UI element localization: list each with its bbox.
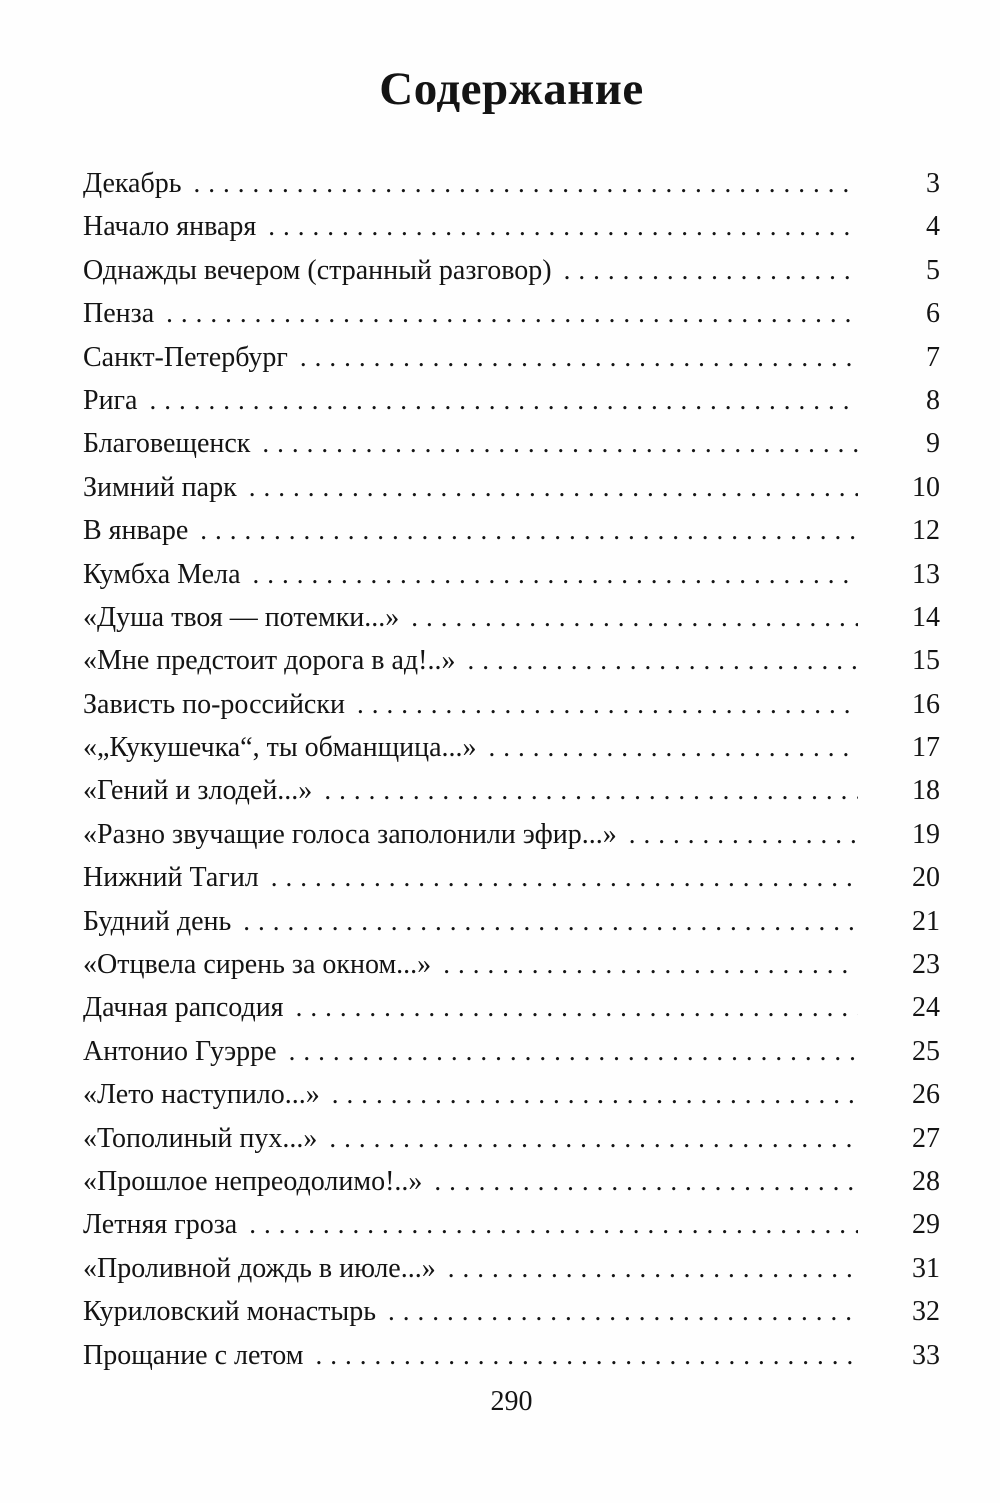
toc-entry-title: В январе (83, 515, 189, 547)
toc-entry-page: 7 (926, 341, 940, 373)
toc-entry (83, 1160, 940, 1203)
toc-entry-title: Однажды вечером (странный разговор) (83, 254, 552, 286)
dot-leader (434, 1160, 858, 1203)
toc-entry-title: Благовещенск (83, 428, 251, 460)
toc-entry (83, 422, 940, 465)
toc-list (83, 162, 940, 1377)
toc-entry-page: 23 (912, 949, 940, 981)
toc-entry-page: 29 (912, 1209, 940, 1241)
page-number-footer: 290 (490, 1386, 533, 1417)
dot-leader (296, 986, 858, 1029)
toc-entry-title: Кумбха Мела (83, 558, 241, 590)
dot-leader (200, 509, 858, 552)
dot-leader (262, 422, 858, 465)
toc-entry (83, 943, 940, 986)
dot-leader (489, 726, 858, 769)
toc-entry-page: 28 (912, 1165, 940, 1197)
dot-leader (249, 1203, 858, 1246)
toc-entry-title: Летняя гроза (83, 1209, 238, 1241)
toc-entry-title: Нижний Тагил (83, 862, 259, 894)
toc-entry-title: «„Кукушечка“, ты обманщица...» (83, 732, 477, 764)
toc-entry-page: 13 (912, 558, 940, 590)
toc-entry-title: «Разно звучащие голоса заполонили эфир...» (83, 818, 617, 850)
dot-leader (268, 205, 858, 248)
toc-entry (83, 162, 940, 205)
toc-entry (83, 726, 940, 769)
toc-entry (83, 205, 940, 248)
dot-leader (149, 379, 858, 422)
toc-entry-title: Рига (83, 384, 138, 416)
dot-leader (300, 336, 858, 379)
toc-entry (83, 900, 940, 943)
dot-leader (253, 553, 858, 596)
toc-entry-page: 24 (912, 992, 940, 1024)
dot-leader (357, 683, 858, 726)
toc-entry-page: 4 (926, 211, 940, 243)
toc-entry-title: «Проливной дождь в июле...» (83, 1252, 436, 1284)
dot-leader (271, 856, 858, 899)
dot-leader (564, 249, 858, 292)
toc-entry (83, 1073, 940, 1116)
toc-entry-title: «Мне предстоит дорога в ад!..» (83, 645, 456, 677)
toc-entry-title: «Гений и злодей...» (83, 775, 313, 807)
toc-entry (83, 336, 940, 379)
dot-leader (329, 1117, 858, 1160)
dot-leader (316, 1334, 859, 1377)
dot-leader (629, 813, 858, 856)
toc-entry-title: Прощание с летом (83, 1339, 304, 1371)
toc-entry (83, 856, 940, 899)
toc-entry-page: 26 (912, 1079, 940, 1111)
toc-entry (83, 596, 940, 639)
dot-leader (289, 1030, 858, 1073)
toc-entry (83, 683, 940, 726)
toc-entry-title: Пенза (83, 298, 155, 330)
toc-entry-page: 6 (926, 298, 940, 330)
dot-leader (388, 1290, 858, 1333)
toc-entry (83, 813, 940, 856)
toc-entry-page: 15 (912, 645, 940, 677)
toc-entry-page: 25 (912, 1035, 940, 1067)
toc-entry (83, 249, 940, 292)
toc-entry-page: 14 (912, 601, 940, 633)
toc-entry-title: Начало января (83, 211, 257, 243)
toc-entry-page: 8 (926, 384, 940, 416)
toc-entry (83, 1203, 940, 1246)
toc-entry-title: Дачная рапсодия (83, 992, 284, 1024)
toc-entry (83, 639, 940, 682)
toc-entry (83, 1334, 940, 1377)
toc-entry-title: Зимний парк (83, 471, 237, 503)
toc-entry-page: 17 (912, 732, 940, 764)
toc-entry (83, 986, 940, 1029)
toc-entry (83, 1117, 940, 1160)
toc-entry-title: Зависть по-российски (83, 688, 345, 720)
toc-entry-title: Куриловский монастырь (83, 1296, 376, 1328)
toc-entry-page: 33 (912, 1339, 940, 1371)
dot-leader (249, 466, 858, 509)
toc-entry-title: «Душа твоя — потемки...» (83, 601, 400, 633)
toc-entry-page: 20 (912, 862, 940, 894)
toc-entry-title: Будний день (83, 905, 232, 937)
toc-entry (83, 292, 940, 335)
dot-leader (243, 900, 858, 943)
toc-entry-title: Декабрь (83, 168, 182, 199)
toc-entry-page: 16 (912, 688, 940, 720)
dot-leader (194, 162, 859, 205)
dot-leader (166, 292, 858, 335)
toc-entry-page: 5 (926, 254, 940, 286)
dot-leader (324, 769, 858, 812)
toc-entry-page: 31 (912, 1252, 940, 1284)
toc-entry-page: 3 (926, 168, 940, 199)
dot-leader (468, 639, 859, 682)
toc-entry-page: 10 (912, 471, 940, 503)
toc-entry (83, 1247, 940, 1290)
dot-leader (411, 596, 858, 639)
toc-entry (83, 466, 940, 509)
toc-entry (83, 509, 940, 552)
toc-entry-title: «Лето наступило...» (83, 1079, 320, 1111)
toc-entry-page: 32 (912, 1296, 940, 1328)
toc-entry-page: 19 (912, 818, 940, 850)
toc-entry-title: «Прошлое непреодолимо!..» (83, 1165, 423, 1197)
toc-entry (83, 379, 940, 422)
toc-entry-title: «Тополиный пух...» (83, 1122, 318, 1154)
toc-entry (83, 1030, 940, 1073)
dot-leader (332, 1073, 858, 1116)
toc-entry-title: Антонио Гуэрре (83, 1035, 277, 1067)
toc-entry (83, 1290, 940, 1333)
toc-entry-page: 18 (912, 775, 940, 807)
toc-entry-page: 9 (926, 428, 940, 460)
page-title: Содержание (379, 63, 644, 115)
toc-entry-title: Санкт-Петербург (83, 341, 288, 373)
toc-entry-page: 12 (912, 515, 940, 547)
toc-entry-title: «Отцвела сирень за окном...» (83, 949, 432, 981)
toc-entry (83, 769, 940, 812)
toc-entry (83, 553, 940, 596)
dot-leader (443, 943, 858, 986)
toc-entry-page: 21 (912, 905, 940, 937)
toc-entry-page: 27 (912, 1122, 940, 1154)
dot-leader (448, 1247, 858, 1290)
